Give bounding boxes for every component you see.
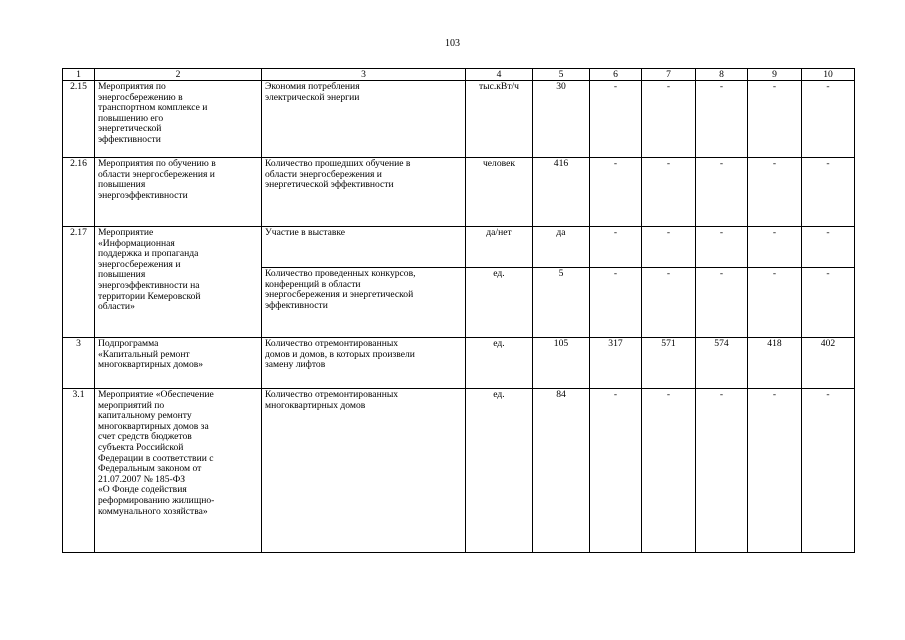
value-cell: -	[802, 158, 855, 227]
value-cell: -	[642, 81, 696, 158]
event-name: Мероприятия по обучению в области энергосбережения и повышения энергоэффективности	[95, 158, 262, 227]
value-cell: -	[802, 268, 855, 338]
indicator-name: Количество отремонтированных домов и домов, в которых произвели замену лифтов	[262, 338, 466, 389]
value-cell: -	[642, 158, 696, 227]
value-cell: -	[590, 389, 642, 553]
value-cell: 416	[533, 158, 590, 227]
column-number: 3	[262, 69, 466, 81]
value-cell: да	[533, 227, 590, 268]
value-cell: 105	[533, 338, 590, 389]
table-row	[63, 338, 855, 389]
unit: ед.	[466, 389, 533, 553]
value-cell: 84	[533, 389, 590, 553]
unit: тыс.кВт/ч	[466, 81, 533, 158]
column-number: 6	[590, 69, 642, 81]
row-number: 3.1	[63, 389, 95, 553]
value-cell: -	[748, 268, 802, 338]
value-cell: -	[642, 389, 696, 553]
value-cell: -	[802, 81, 855, 158]
value-cell: -	[642, 227, 696, 268]
indicator-name: Участие в выставке	[262, 227, 466, 268]
table-row	[63, 81, 855, 158]
value-cell: -	[748, 158, 802, 227]
value-cell: -	[696, 81, 748, 158]
column-number: 8	[696, 69, 748, 81]
table-row	[63, 227, 855, 268]
indicators-table	[62, 68, 855, 553]
unit: ед.	[466, 338, 533, 389]
event-name: Мероприятие «Информационная поддержка и пропаганда энергосбережения и повышения энергоэффективности на территории Кемеровской области»	[95, 227, 262, 338]
value-cell: -	[802, 389, 855, 553]
unit: да/нет	[466, 227, 533, 268]
value-cell: -	[590, 81, 642, 158]
indicator-name: Количество прошедших обучение в области энергосбережения и энергетической эффективности	[262, 158, 466, 227]
event-name: Мероприятия по энергосбережению в транспортном комплексе и повышению его энергетической эффективности	[95, 81, 262, 158]
value-cell: -	[590, 158, 642, 227]
indicator-name: Количество отремонтированных многоквартирных домов	[262, 389, 466, 553]
column-number: 9	[748, 69, 802, 81]
value-cell: -	[590, 268, 642, 338]
column-number: 5	[533, 69, 590, 81]
value-cell: -	[642, 268, 696, 338]
value-cell: 571	[642, 338, 696, 389]
value-cell: -	[696, 227, 748, 268]
indicator-name: Экономия потребления электрической энергии	[262, 81, 466, 158]
value-cell: -	[748, 81, 802, 158]
value-cell: -	[696, 389, 748, 553]
value-cell: 317	[590, 338, 642, 389]
row-number: 2.15	[63, 81, 95, 158]
value-cell: -	[696, 268, 748, 338]
event-name: Мероприятие «Обеспечение мероприятий по капитальному ремонту многоквартирных домов за счет средств бюджетов субъекта Российской Федерации в соответствии с Федеральным законом от 21.07.2007 № 185-ФЗ «О Фонде содействия реформированию жилищно- коммунального хозяйства»	[95, 389, 262, 553]
column-number: 2	[95, 69, 262, 81]
value-cell: 5	[533, 268, 590, 338]
column-number-row	[63, 69, 855, 81]
event-name: Подпрограмма «Капитальный ремонт многоквартирных домов»	[95, 338, 262, 389]
unit: ед.	[466, 268, 533, 338]
indicator-name: Количество проведенных конкурсов, конференций в области энергосбережения и энергетической эффективности	[262, 268, 466, 338]
value-cell: 402	[802, 338, 855, 389]
column-number: 4	[466, 69, 533, 81]
value-cell: 574	[696, 338, 748, 389]
column-number: 7	[642, 69, 696, 81]
value-cell: -	[696, 158, 748, 227]
value-cell: 418	[748, 338, 802, 389]
column-number: 1	[63, 69, 95, 81]
table-row	[63, 158, 855, 227]
page-number: 103	[445, 38, 460, 49]
column-number: 10	[802, 69, 855, 81]
row-number: 2.16	[63, 158, 95, 227]
row-number: 2.17	[63, 227, 95, 338]
unit: человек	[466, 158, 533, 227]
value-cell: 30	[533, 81, 590, 158]
table-row	[63, 389, 855, 553]
value-cell: -	[802, 227, 855, 268]
value-cell: -	[590, 227, 642, 268]
value-cell: -	[748, 389, 802, 553]
value-cell: -	[748, 227, 802, 268]
row-number: 3	[63, 338, 95, 389]
